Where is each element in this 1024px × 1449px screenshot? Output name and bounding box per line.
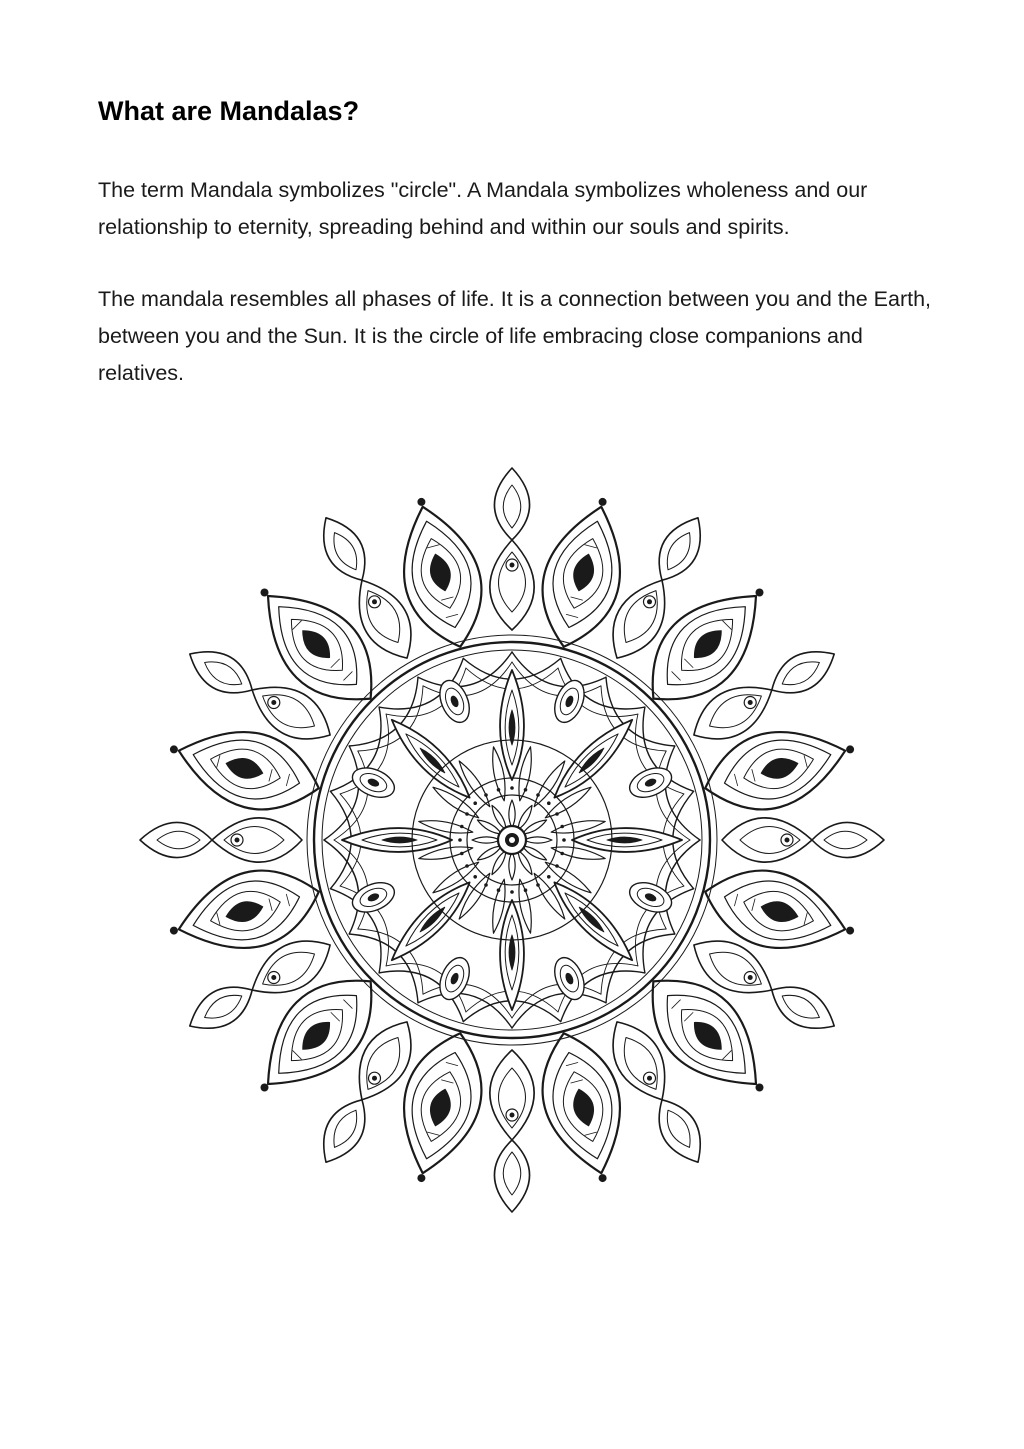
- mandala-icon: [132, 460, 892, 1220]
- mandala-illustration: [132, 460, 892, 1220]
- paragraph-meaning: The term Mandala symbolizes "circle". A Mandala symbolizes wholeness and our relationship to eternity, spreading behind and within our souls and spirits.: [98, 178, 868, 239]
- paragraph-life: The mandala resembles all phases of life. It is a connection between you and the Earth, between you and the Sun. It is the circle of life embracing close companions and relatives.: [98, 287, 932, 385]
- page-title: What are Mandalas?: [98, 96, 360, 126]
